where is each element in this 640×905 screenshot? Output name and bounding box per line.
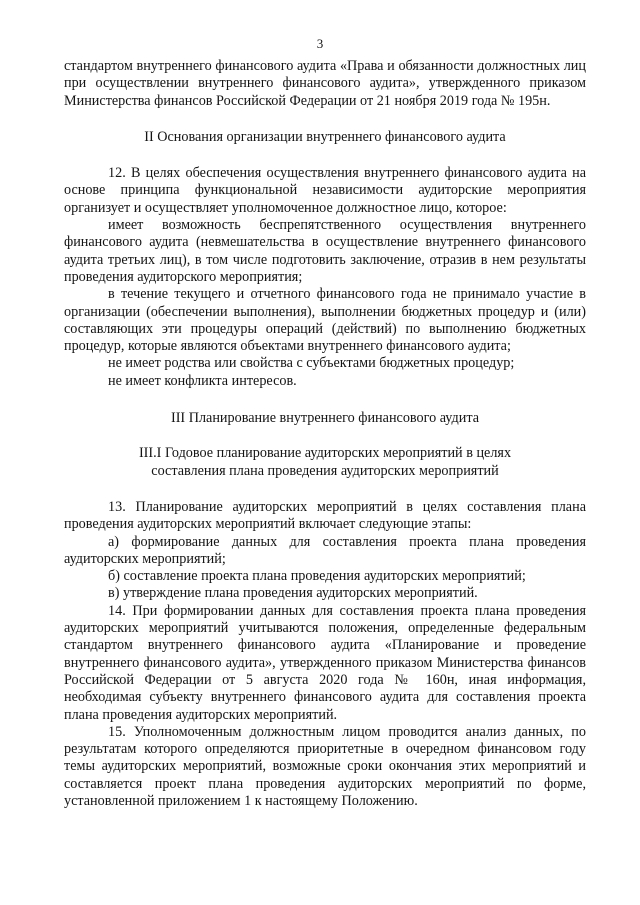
stage-a: а) формирование данных для составления проекта плана проведения аудиторских мероприятий; (64, 533, 586, 567)
paragraph-15: 15. Уполномоченным должностным лицом проводится анализ данных, по результатам которого определяются приоритетные в очередном финансовом году темы аудиторских мероприятий, возможные сроки окончания этих мероприятий и составляется проект плана проведения аудиторских мероприятий по форме, установленной приложением 1 к настоящему Положению. (64, 723, 586, 809)
page-number: 3 (316, 36, 324, 51)
stage-b: б) составление проекта плана проведения аудиторских мероприятий; (108, 568, 526, 585)
paragraph-13: 13. Планирование аудиторских мероприятий в целях составления плана проведения аудиторских мероприятий включает следующие этапы: (64, 498, 586, 533)
paragraph-14: 14. При формировании данных для составления проекта плана проведения аудиторских мероприятий учитываются положения, определенные федеральным стандартом внутреннего финансового аудита «Планирование и проведение внутреннего финансового аудита», утвержденного приказом Министерства финансов Российской Федерации от 5 августа 2020 года № 160н, иная информация, необходимая субъекту внутреннего финансового аудита для составления проекта плана проведения аудиторских мероприятий. (64, 602, 586, 723)
section-3-1-heading (64, 445, 586, 480)
intro-paragraph: стандартом внутреннего финансового аудита «Права и обязанности должностных лиц при осуществлении внутреннего финансового аудита», утвержденного приказом Министерства финансов Российской Федерации от 21 ноября 2019 года № 195н. (64, 58, 586, 109)
stage-c: в) утверждение плана проведения аудиторских мероприятий. (108, 585, 478, 602)
section-3-heading: III Планирование внутреннего финансового аудита (170, 410, 479, 427)
condition-no-kinship: не имеет родства или свойства с субъектами бюджетных процедур; (108, 355, 515, 372)
section-2-heading: II Основания организации внутреннего финансового аудита (144, 128, 506, 145)
document-body (64, 58, 586, 810)
condition-unobstructed-audit: имеет возможность беспрепятственного осуществления внутреннего финансового аудита (невмешательства в осуществление внутреннего финансового аудита третьих лиц), в том числе подготовить заключение, отразив в нем результаты проведения аудиторского мероприятия; (64, 217, 586, 285)
condition-no-conflict: не имеет конфликта интересов. (108, 372, 297, 389)
paragraph-12: 12. В целях обеспечения осуществления внутреннего финансового аудита на основе принципа функциональной независимости аудиторские мероприятия организует и осуществляет уполномоченное должностное лицо, которое: (64, 165, 586, 216)
subheading-line-1: III.I Годовое планирование аудиторских мероприятий в целях (138, 445, 512, 462)
subheading-line-2: составления плана проведения аудиторских мероприятий (151, 462, 499, 479)
condition-no-participation: в течение текущего и отчетного финансового года не принимало участие в организации (обеспечении выполнения), выполнении бюджетных процедур и (или) составляющих эти процедуры операций (действий) по выполнению бюджетных процедур, которые являются объектами внутреннего финансового аудита; (64, 286, 586, 355)
